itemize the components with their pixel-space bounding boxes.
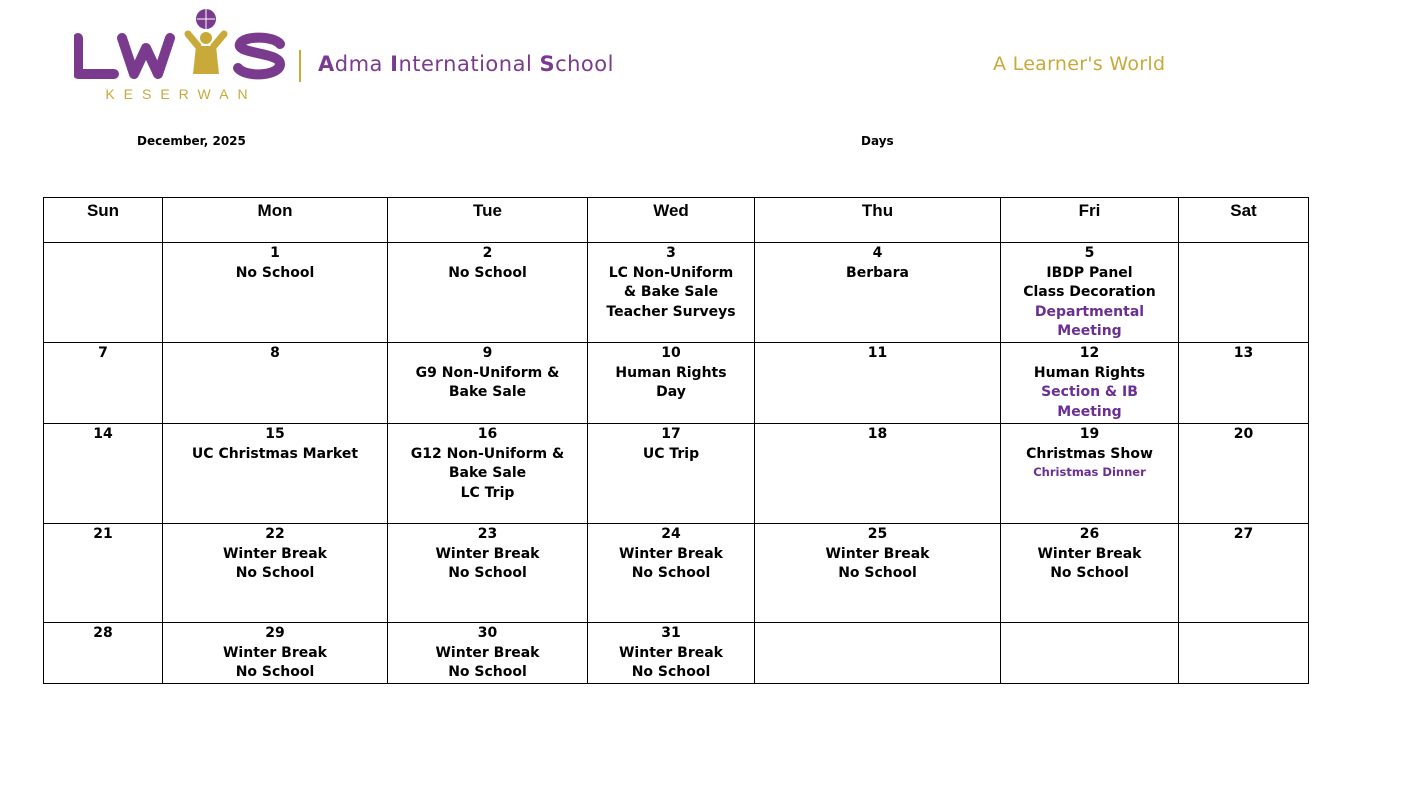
day-number: 16 (477, 426, 498, 442)
calendar-day-cell (588, 243, 755, 343)
calendar-event: Winter Break (618, 644, 723, 661)
day-number: 3 (666, 245, 676, 261)
calendar-event: UC Trip (642, 445, 700, 462)
calendar-event: Winter Break (1037, 545, 1142, 562)
calendar-day-cell (755, 623, 1001, 684)
calendar-day-cell (44, 243, 163, 343)
calendar-event: Winter Break (222, 545, 327, 562)
calendar-event: Bake Sale (448, 384, 527, 401)
calendar-day-cell (388, 424, 588, 524)
day-number: 18 (867, 426, 888, 442)
day-number: 1 (270, 245, 280, 261)
calendar-day-cell (755, 524, 1001, 623)
calendar-event: No School (838, 565, 917, 582)
calendar-day-cell (388, 243, 588, 343)
calendar-event: Meeting (1057, 323, 1122, 340)
day-number: 7 (98, 345, 108, 361)
calendar-day-cell (1179, 424, 1309, 524)
calendar-day-cell (755, 243, 1001, 343)
calendar-event: No School (631, 664, 711, 681)
day-number: 27 (1233, 526, 1254, 542)
day-number: 12 (1079, 345, 1100, 361)
calendar-day-cell (163, 524, 388, 623)
day-number: 21 (93, 526, 113, 542)
school-name-cap: I (390, 52, 399, 76)
calendar-day-cell (1179, 243, 1309, 343)
days-label: Days (861, 134, 894, 148)
weekday-header: Sun (44, 198, 163, 243)
calendar-day-cell (1001, 424, 1179, 524)
calendar-event: No School (448, 664, 527, 681)
calendar-week-row (44, 343, 1309, 424)
calendar-event: Section & IB (1041, 384, 1138, 401)
calendar-day-cell (755, 343, 1001, 424)
day-number: 22 (265, 526, 285, 542)
calendar-day-cell (1001, 243, 1179, 343)
calendar-day-cell (1179, 343, 1309, 424)
day-number: 23 (477, 526, 498, 542)
calendar-day-cell (588, 623, 755, 684)
calendar-event: No School (235, 664, 315, 681)
calendar-event: No School (235, 264, 315, 281)
calendar-day-cell (163, 623, 388, 684)
weekday-header-row (44, 198, 1309, 243)
calendar-day-cell (44, 343, 163, 424)
logo-subtext: KESERWAN (105, 86, 257, 102)
school-name-part: nternational (398, 52, 540, 76)
day-number: 11 (867, 345, 888, 361)
calendar-event: Christmas Show (1026, 445, 1153, 462)
calendar-event: UC Christmas Market (191, 445, 359, 462)
calendar-day-cell (163, 343, 388, 424)
calendar-day-cell (755, 424, 1001, 524)
month-label: December, 2025 (137, 134, 246, 148)
calendar-week-row (44, 424, 1309, 524)
calendar-day-cell (44, 424, 163, 524)
calendar-event: No School (631, 565, 711, 582)
calendar-event: Day (656, 384, 686, 401)
weekday-header: Mon (163, 198, 388, 243)
calendar-day-cell (1001, 623, 1179, 684)
day-number: 28 (93, 625, 113, 641)
calendar-day-cell (388, 343, 588, 424)
day-number: 26 (1079, 526, 1100, 542)
calendar-event: Christmas Dinner (1033, 465, 1146, 480)
calendar-week-row (44, 623, 1309, 684)
calendar-event: Berbara (846, 264, 909, 281)
calendar-event: G12 Non-Uniform & (410, 445, 565, 462)
day-number: 17 (661, 426, 681, 442)
day-number: 8 (270, 345, 280, 361)
calendar-event: G9 Non-Uniform & (415, 364, 560, 381)
weekday-header: Fri (1001, 198, 1179, 243)
calendar-event: No School (448, 264, 527, 281)
calendar-event: Departmental (1034, 303, 1145, 320)
day-number: 19 (1079, 426, 1100, 442)
calendar-event: No School (448, 565, 527, 582)
calendar-event: Teacher Surveys (606, 303, 736, 320)
day-number: 24 (661, 526, 681, 542)
weekday-header: Wed (588, 198, 755, 243)
calendar-event: Winter Break (222, 644, 327, 661)
calendar-event: Winter Break (825, 545, 930, 562)
weekday-header: Tue (388, 198, 588, 243)
calendar-event: Human Rights (1033, 364, 1146, 381)
brand-divider (299, 50, 301, 82)
calendar-event: No School (235, 565, 315, 582)
day-number: 30 (477, 625, 498, 641)
calendar-day-cell (44, 623, 163, 684)
calendar-day-cell (588, 424, 755, 524)
calendar-day-cell (588, 343, 755, 424)
calendar-event: Meeting (1057, 403, 1122, 420)
calendar-week-row (44, 243, 1309, 343)
day-number: 2 (482, 245, 493, 261)
calendar-event: Class Decoration (1023, 284, 1156, 301)
calendar-week-row (44, 524, 1309, 623)
calendar-event: LC Non-Uniform (608, 264, 734, 281)
school-name-cap: A (318, 52, 335, 76)
school-name-cap: S (539, 52, 556, 76)
calendar-day-cell (588, 524, 755, 623)
school-name (318, 52, 614, 76)
calendar-day-cell (388, 524, 588, 623)
calendar-day-cell (163, 424, 388, 524)
calendar-event: LC Trip (460, 484, 515, 501)
day-number: 9 (482, 345, 493, 361)
day-number: 13 (1233, 345, 1254, 361)
calendar-day-cell (1179, 524, 1309, 623)
calendar-table (43, 197, 1309, 684)
calendar-event: Human Rights (615, 364, 727, 381)
calendar-day-cell (163, 243, 388, 343)
calendar-day-cell (388, 623, 588, 684)
school-tagline: A Learner's World (993, 53, 1166, 75)
day-number: 29 (265, 625, 285, 641)
calendar-day-cell (1001, 524, 1179, 623)
calendar-event: IBDP Panel (1046, 264, 1133, 281)
weekday-header: Sat (1179, 198, 1309, 243)
day-number: 15 (265, 426, 285, 442)
day-number: 31 (661, 625, 681, 641)
school-name-part: dma (334, 52, 391, 76)
calendar-day-cell (1001, 343, 1179, 424)
calendar-event: Winter Break (435, 644, 540, 661)
calendar-event: Winter Break (618, 545, 723, 562)
calendar-day-cell (1179, 623, 1309, 684)
day-number: 10 (661, 345, 681, 361)
calendar-event: Bake Sale (448, 465, 527, 482)
calendar-event: Winter Break (435, 545, 540, 562)
school-name-part: chool (555, 52, 614, 76)
day-number: 25 (867, 526, 888, 542)
day-number: 14 (93, 426, 113, 442)
calendar-event: No School (1050, 565, 1129, 582)
school-logo (74, 8, 286, 100)
lwis-logo-mark (74, 8, 286, 82)
day-number: 5 (1084, 245, 1095, 261)
weekday-header: Thu (755, 198, 1001, 243)
day-number: 20 (1233, 426, 1254, 442)
calendar-event: & Bake Sale (623, 284, 719, 301)
day-number: 4 (872, 245, 883, 261)
calendar-day-cell (44, 524, 163, 623)
